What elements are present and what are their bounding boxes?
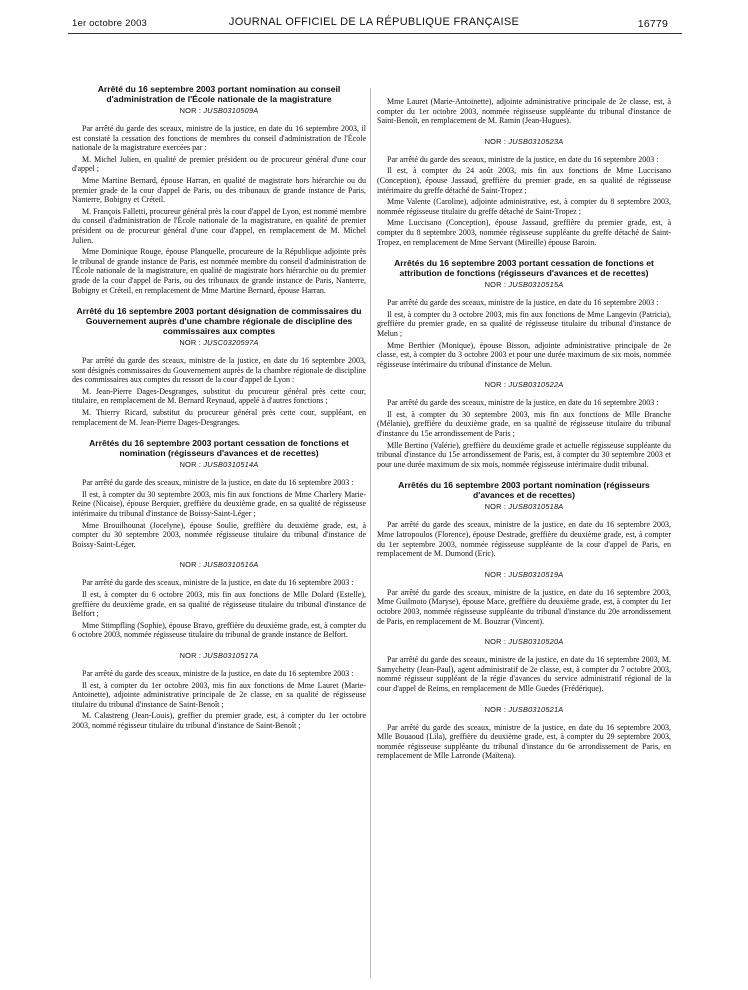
nor-reference — [72, 460, 366, 469]
left-column — [72, 84, 366, 742]
decree-block — [72, 651, 366, 731]
decree-block — [377, 705, 671, 761]
decree-block — [377, 380, 671, 469]
decree-title: Arrêté du 16 septembre 2003 portant désignation de commissaires du Gouvernement auprès d'une chambre régionale de discipline des commissaires aux comptes — [76, 306, 362, 337]
nor-reference — [377, 280, 671, 289]
journal-title: JOURNAL OFFICIEL DE LA RÉPUBLIQUE FRANÇAISE — [228, 16, 520, 28]
decree-block — [377, 97, 671, 126]
decree-title: Arrêtés du 16 septembre 2003 portant cessation de fonctions et nomination (régisseurs d'avances et de recettes) — [89, 438, 349, 459]
decree-title: Arrêtés du 16 septembre 2003 portant cessation de fonctions et attribution de fonctions (régisseurs d'avances et de recettes) — [394, 258, 654, 279]
decree-paragraph: Mme Berthier (Monique), épouse Bisson, adjointe administrative principale de 2e classe, est, à compter du 3 octobre 2003 et pour une durée maximum de six mois, nommée régisseuse intérimaire du tribunal d'instance de Melun. — [377, 340, 671, 369]
decree-block — [72, 438, 366, 549]
nor-code: JUSB0310509A — [203, 106, 259, 115]
nor-code: JUSB0310518A — [508, 502, 564, 512]
decree-paragraph: Par arrêté du garde des sceaux, ministre de la justice, en date du 16 septembre 2003, Mlle Bouaoud (Lila), greffière du deuxième grade, est, à compter du 29 septembre 2003, nommée régisseuse suppléante du tribunal d'instance du 6e arrondissement de Paris, en remplacement de Mlle Larronde (Maïtena). — [377, 722, 671, 761]
nor-label: NOR : — [179, 560, 204, 570]
nor-code: JUSB0310519A — [508, 569, 564, 579]
header-rule — [68, 33, 682, 34]
nor-code: JUSB0310520A — [508, 637, 564, 647]
nor-reference — [377, 570, 671, 579]
decree-paragraph: Par arrêté du garde des sceaux, ministre de la justice, en date du 16 septembre 2003 : — [387, 398, 659, 408]
nor-code: JUSC0320597A — [203, 338, 259, 348]
nor-label: NOR : — [484, 380, 509, 390]
decree-paragraph: M. François Falletti, procureur général près la cour d'appel de Lyon, est nommé membre du conseil d'administration de l'École nationale de la magistrature, en qualité de premier président ou de procureur général d'une cour d'appel, en remplacement de M. Michel Julien. — [72, 206, 366, 245]
nor-reference — [72, 651, 366, 660]
decree-paragraph: Par arrêté du garde des sceaux, ministre de la justice, en date du 16 septembre 2003, Mme Iatropoulos (Florence), épouse Destrade, greffière du deuxième grade, est, à compter du 1er septembre 2003, nommée régisseuse suppléante de la cour d'appel de Paris, en remplacement de M. Dumond (Eric). — [377, 520, 671, 559]
decree-paragraph: Mme Dominique Rouge, épouse Planquelle, procureure de la République adjointe près le tribunal de grande instance de Paris, est nommée membre du conseil d'administration de l'École nationale de la magistrature, en qualité de magistrate hors hiérarchie ou du premier grade de la cour d'appel de Paris, ou des tribunaux de grande instance de Paris, Nanterre, Bobigny et Créteil, en remplacement de Mme Martine Bernard, épouse Harran. — [72, 247, 366, 295]
decree-paragraph: Mme Stimpfling (Sophie), épouse Bravo, greffière du deuxième grade, est, à compter du 6 octobre 2003, nommée régisseuse titulaire du tribunal de grande instance de Belfort. — [72, 620, 366, 640]
nor-label: NOR : — [484, 136, 509, 146]
decree-title: Arrêtés du 16 septembre 2003 portant nomination (régisseurs d'avances et de recettes) — [398, 480, 650, 501]
nor-code: JUSB0310522A — [508, 380, 564, 390]
decree-title: Arrêté du 16 septembre 2003 portant nomination au conseil d'administration de l'École nationale de la magistrature — [97, 84, 341, 104]
nor-label: NOR : — [179, 460, 204, 470]
decree-paragraph: Par arrêté du garde des sceaux, ministre de la justice, en date du 16 septembre 2003 : — [82, 578, 354, 588]
nor-code: JUSB0310521A — [508, 704, 564, 714]
decree-paragraph: Il est, à compter du 3 octobre 2003, mis fin aux fonctions de Mme Langevin (Patricia), greffière du premier grade, en sa qualité de régisseuse titulaire du tribunal d'instance de Melun ; — [377, 309, 671, 338]
decree-block — [72, 560, 366, 640]
decree-paragraph: Mme Martine Bernard, épouse Harran, en qualité de magistrate hors hiérarchie ou du premier grade de la cour d'appel de Paris, ou des tribunaux de grande instance de Paris, Nanterre, Bobigny et Créteil. — [72, 175, 366, 205]
decree-paragraph: Par arrêté du garde des sceaux, ministre de la justice, en date du 16 septembre 2003 : — [387, 298, 659, 308]
decree-paragraph: Il est, à compter du 30 septembre 2003, mis fin aux fonctions de Mlle Branche (Mélanie), greffière du deuxième grade, en sa qualité de régisseuse titulaire du tribunal d'instance du 15e arrondissement de Paris ; — [377, 409, 671, 439]
right-column — [377, 97, 671, 772]
decree-paragraph: Par arrêté du garde des sceaux, ministre de la justice, en date du 16 septembre 2003, M. Samychetty (Jean-Paul), agent administratif de 2e classe, est, à compter du 7 octobre 2003, nommé régisseur suppléant de la régie d'avances du service administratif régional de la cour d'appel de Reims, en remplacement de Mlle Guedes (Frédérique). — [377, 655, 671, 693]
nor-code: JUSB0310523A — [508, 136, 564, 146]
decree-block — [72, 306, 366, 427]
decree-block — [377, 637, 671, 693]
decree-paragraph: Il est, à compter du 30 septembre 2003, mis fin aux fonctions de Mme Charlery Marie-Reine (Nicaise), épouse Berquier, greffière du deuxième grade, en sa qualité de régisseuse intérimaire du tribunal d'instance de Boissy-Saint-Léger ; — [72, 489, 366, 519]
nor-label: NOR : — [484, 569, 509, 579]
decree-block — [377, 137, 671, 247]
column-divider — [370, 88, 371, 978]
nor-reference — [377, 502, 671, 511]
decree-paragraph: Par arrêté du garde des sceaux, ministre de la justice, en date du 16 septembre 2003, Mme Guilmoto (Maryse), épouse Mace, greffière du deuxième grade, est, à compter du 1er octobre 2003, nommée régisseuse suppléante du tribunal d'instance du 20e arrondissement de Paris, en remplacement de M. Bouzrar (Vincent). — [377, 587, 671, 626]
nor-label: NOR : — [179, 106, 204, 115]
nor-label: NOR : — [484, 502, 509, 512]
decree-paragraph: Par arrêté du garde des sceaux, ministre de la justice, en date du 16 septembre 2003 : — [82, 478, 354, 488]
decree-paragraph: Il est, à compter du 1er octobre 2003, mis fin aux fonctions de Mme Lauret (Marie-Antoinette), adjointe administrative principale de 2e classe, en sa qualité de régisseuse titulaire du tribunal d'instance de Saint-Benoît ; — [72, 680, 366, 709]
decree-paragraph: Par arrêté du garde des sceaux, ministre de la justice, en date du 16 septembre 2003, il est constaté la cessation des fonctions de membres du conseil d'administration de l'École nationale de la magistrature exercées par : — [72, 124, 366, 153]
decree-paragraph: Mme Lauret (Marie-Antoinette), adjointe administrative principale de 2e classe, est, à compter du 1er octobre 2003, nommée régisseuse suppléante du tribunal d'instance de Saint-Benoît, en remplacement de M. Ramin (Jean-Hugues). — [377, 97, 671, 126]
nor-code: JUSB0310516A — [203, 560, 259, 570]
nor-reference — [377, 137, 671, 146]
nor-reference — [377, 705, 671, 714]
nor-label: NOR : — [484, 280, 509, 290]
nor-label: NOR : — [179, 650, 204, 660]
decree-paragraph: Par arrêté du garde des sceaux, ministre de la justice, en date du 16 septembre 2003, sont désignés commissaires du Gouvernement auprès de la chambre régionale de discipline des commissaires aux comptes du ressort de la cour d'appel de Lyon : — [72, 356, 366, 385]
decree-block — [72, 84, 366, 295]
nor-label: NOR : — [484, 637, 509, 647]
decree-block — [377, 570, 671, 626]
decree-paragraph: Il est, à compter du 6 octobre 2003, mis fin aux fonctions de Mlle Dolard (Estelle), greffière du deuxième grade, en sa qualité de régisseuse titulaire du tribunal d'instance de Belfort ; — [72, 590, 366, 619]
decree-paragraph: Mme Luccisano (Conception), épouse Jassaud, greffière du premier grade, est, à compter du 8 septembre 2003, nommée régisseuse suppléante du greffe détaché de Saint-Tropez, en remplacement de Mme Servant (Mireille) épouse Baroin. — [377, 218, 671, 247]
decree-block — [377, 480, 671, 558]
decree-paragraph: Il est, à compter du 24 août 2003, mis fin aux fonctions de Mme Luccisano (Conception), épouse Jassaud, greffière du premier grade, en sa qualité de régisseuse intérimaire du greffe détaché de Saint-Tropez ; — [377, 166, 671, 195]
decree-paragraph: Par arrêté du garde des sceaux, ministre de la justice, en date du 16 septembre 2003 : — [387, 154, 659, 164]
decree-paragraph: Mme Brouilhounat (Jocelyne), épouse Soulie, greffière du deuxième grade, est, à compter du 30 septembre 2003, nommée régisseuse titulaire du tribunal d'instance de Boissy-Saint-Léger. — [72, 520, 366, 549]
issue-date: 1er octobre 2003 — [72, 18, 148, 29]
nor-label: NOR : — [179, 338, 204, 348]
decree-paragraph: Mlle Bertino (Valérie), greffière du deuxième grade et actuelle régisseuse suppléante du tribunal d'instance du 15e arrondissement de Paris, est, à compter du 30 septembre 2003 et pour une durée maximum de six mois, nommée régisseuse intérimaire dudit tribunal. — [377, 440, 671, 469]
page-number: 16779 — [637, 18, 668, 30]
decree-paragraph: M. Thierry Ricard, substitut du procureur général près cette cour, suppléant, en remplacement de M. Jean-Pierre Dages-Desgranges. — [72, 408, 366, 427]
decree-paragraph: M. Michel Julien, en qualité de premier président ou de procureur général d'une cour d'appel ; — [72, 154, 366, 174]
nor-label: NOR : — [484, 704, 509, 714]
nor-code: JUSB0310515A — [508, 280, 564, 290]
nor-reference — [377, 637, 671, 646]
nor-code: JUSB0310514A — [203, 460, 259, 470]
decree-block — [377, 258, 671, 369]
decree-paragraph: M. Jean-Pierre Dages-Desgranges, substitut du procureur général près cette cour, titulaire, en remplacement de M. Bernard Reynaud, appelé à d'autres fonctions ; — [72, 386, 366, 406]
nor-reference — [72, 106, 366, 115]
decree-paragraph: M. Calastreng (Jean-Louis), greffier du premier grade, est, à compter du 1er octobre 2003, nommé régisseur titulaire du tribunal d'instance de Saint-Benoît ; — [72, 711, 366, 730]
nor-code: JUSB0310517A — [203, 650, 259, 660]
nor-reference — [377, 380, 671, 389]
nor-reference — [72, 560, 366, 569]
nor-reference — [72, 338, 366, 347]
decree-paragraph: Par arrêté du garde des sceaux, ministre de la justice, en date du 16 septembre 2003 : — [82, 668, 354, 678]
decree-paragraph: Mme Valente (Caroline), adjointe administrative, est, à compter du 8 septembre 2003, nommée régisseuse titulaire du greffe détaché de Saint-Tropez ; — [377, 197, 671, 216]
